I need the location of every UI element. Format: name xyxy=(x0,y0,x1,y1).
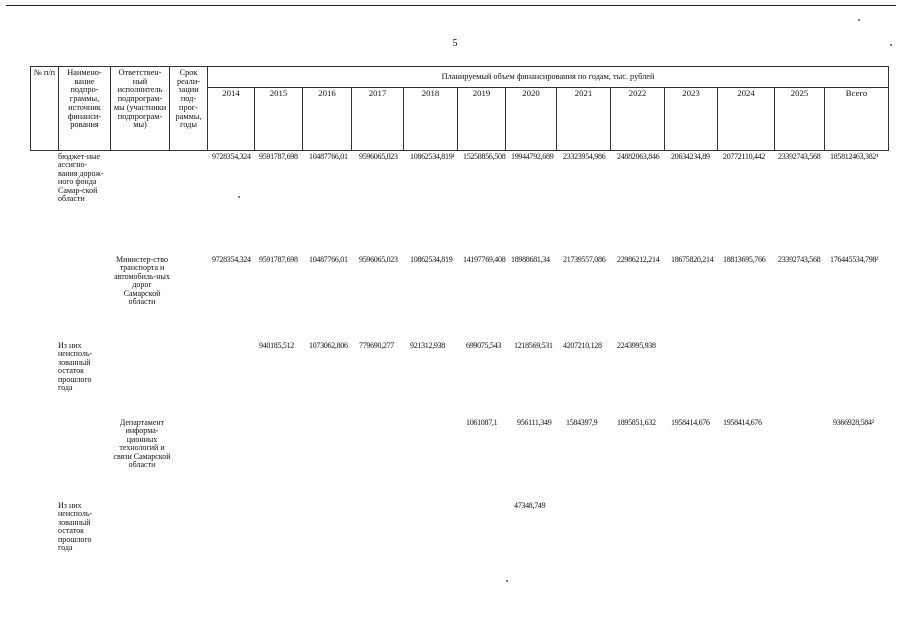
cell-total: 185812463,382¹ xyxy=(830,152,879,161)
year-2025: 2025 xyxy=(775,88,825,151)
header-plan: Планируемый объем финансирования по годам, тыс. рублей xyxy=(208,67,889,88)
cell-2020: 956111,349 xyxy=(517,418,552,427)
cell-2022: 2243995,938 xyxy=(617,341,656,350)
cell-2016: 10487766,01 xyxy=(309,152,348,161)
header-num: № п/п xyxy=(31,67,59,151)
year-2024: 2024 xyxy=(718,88,775,151)
cell-2016: 10487766,01 xyxy=(309,255,348,264)
cell-2018: 921312,938 xyxy=(410,341,446,350)
cell-2020: 47348,749 xyxy=(514,501,546,510)
cell-2020: 19944792,689 xyxy=(511,152,554,161)
scan-speck xyxy=(858,19,860,21)
year-2015: 2015 xyxy=(255,88,303,151)
cell-2021: 4207210,128 xyxy=(563,341,602,350)
cell-2017: 779690,277 xyxy=(359,341,395,350)
scan-speck xyxy=(506,580,508,582)
table-row xyxy=(30,502,892,572)
cell-2018: 10862534,819¹ xyxy=(410,152,455,161)
page-number: 5 xyxy=(452,38,458,49)
cell-2021: 1584397,9 xyxy=(566,418,598,427)
cell-2022: 24882063,846 xyxy=(617,152,660,161)
cell-2020: 18988681,34 xyxy=(511,255,550,264)
header-term: Срок реали-зации под-прог-раммы, годы xyxy=(170,67,208,151)
cell-2017: 9596065,023 xyxy=(359,152,398,161)
cell-2024: 1958414,676 xyxy=(723,418,762,427)
year-2023: 2023 xyxy=(665,88,718,151)
year-2019: 2019 xyxy=(458,88,506,151)
cell-2014: 9728354,324 xyxy=(212,255,251,264)
row-executor: Департамент информа-ционных технологий и связи Самарской области xyxy=(113,418,171,469)
cell-2018: 10862534,819 xyxy=(410,255,453,264)
table-row xyxy=(30,419,892,499)
cell-2019: 14197769,408 xyxy=(463,255,506,264)
year-2014: 2014 xyxy=(208,88,255,151)
cell-2016: 1073062,806 xyxy=(309,341,348,350)
cell-2019: 699075,543 xyxy=(466,341,502,350)
cell-2020: 1218569,531 xyxy=(514,341,553,350)
row-name: бюджет-ные ассигно-вания дорож-ного фонда Самар-ской области xyxy=(58,152,104,203)
cell-2022: 1895851,632 xyxy=(617,418,656,427)
cell-2015: 9591787,698 xyxy=(259,152,298,161)
cell-2023: 1958414,676 xyxy=(671,418,710,427)
header-name: Наимено-вание подпро-граммы, источник финанси-рования xyxy=(59,67,111,151)
cell-2025: 23392743,568 xyxy=(778,152,821,161)
cell-2015: 9591787,698 xyxy=(259,255,298,264)
cell-2019: 1061087,1 xyxy=(466,418,498,427)
row-name: Из них неисполь-зованный остаток прошлого года xyxy=(58,501,93,552)
scan-speck xyxy=(238,196,240,198)
cell-total: 176445534,798² xyxy=(830,255,879,264)
cell-2023: 18675820,214 xyxy=(671,255,714,264)
table-row xyxy=(30,342,892,412)
financing-table-header xyxy=(30,66,889,151)
cell-2024: 20772110,442 xyxy=(723,152,766,161)
year-2017: 2017 xyxy=(352,88,404,151)
header-executor: Ответствен-ный исполнитель подпрограм-мы (участники подпрограм-мы) xyxy=(111,67,170,151)
cell-2021: 23323954,986 xyxy=(563,152,606,161)
row-executor: Министер-ство транспорта и автомобиль-ных дорог Самарской области xyxy=(114,255,170,306)
year-2021: 2021 xyxy=(557,88,611,151)
cell-2025: 23392743,568 xyxy=(778,255,821,264)
cell-2024: 18813695,766 xyxy=(723,255,766,264)
cell-2017: 9596065,023 xyxy=(359,255,398,264)
cell-total: 9366928,584² xyxy=(833,418,874,427)
cell-2015: 940185,512 xyxy=(259,341,295,350)
table-row xyxy=(30,256,892,336)
year-total: Всего xyxy=(825,88,889,151)
cell-2014: 9728354,324 xyxy=(212,152,251,161)
year-2022: 2022 xyxy=(611,88,665,151)
year-2020: 2020 xyxy=(506,88,557,151)
cell-2023: 20634234,89 xyxy=(671,152,710,161)
top-rule xyxy=(6,5,896,6)
table-row xyxy=(30,153,892,253)
row-name: Из них неисполь-зованный остаток прошлого года xyxy=(58,341,93,392)
cell-2022: 22986212,214 xyxy=(617,255,660,264)
scan-speck xyxy=(890,44,892,46)
cell-2019: 15258856,508 xyxy=(463,152,506,161)
year-2016: 2016 xyxy=(303,88,352,151)
cell-2021: 21739557,086 xyxy=(563,255,606,264)
year-2018: 2018 xyxy=(404,88,458,151)
